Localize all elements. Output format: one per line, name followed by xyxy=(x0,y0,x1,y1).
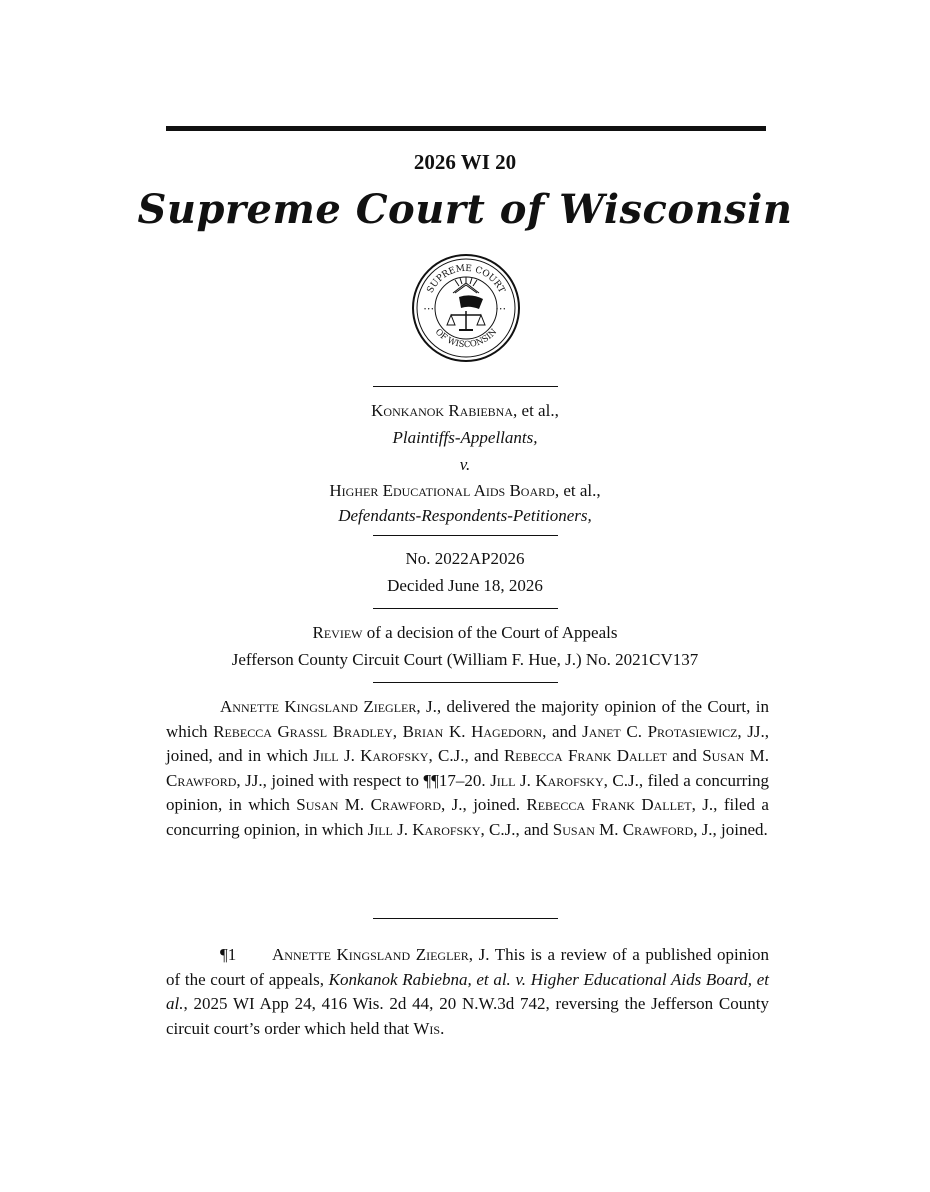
opinion-text: , J. This is a review of a published opinion of the court of appeals, xyxy=(166,945,769,989)
defendant-line xyxy=(0,478,930,504)
justice-name: Susan M. Crawford xyxy=(296,795,441,814)
opinion-summary xyxy=(166,695,769,842)
plaintiff-suffix: , et al., xyxy=(513,401,559,420)
divider xyxy=(373,682,558,683)
justice-name: Rebecca Grassl Bradley xyxy=(213,721,393,741)
summary-text: , J., joined. xyxy=(693,819,768,839)
summary-text: , J., delivered the majority opinion of the Court, in which xyxy=(166,697,769,741)
justice-name: Jill J. Karofsky xyxy=(313,746,429,765)
decided-date: Decided June 18, 2026 xyxy=(387,576,543,595)
plaintiff-role: Plaintiffs-Appellants, xyxy=(392,428,538,447)
justice-name: Janet C. Protasiewicz xyxy=(582,721,738,741)
plaintiff-name: Konkanok Rabiebna xyxy=(371,401,514,420)
summary-text: , xyxy=(392,721,403,741)
summary-text: , JJ., joined, and in which xyxy=(166,721,770,765)
justice-name: Annette Kingsland Ziegler xyxy=(220,697,417,716)
plaintiff-line xyxy=(0,398,930,424)
defendant-name: Higher Educational Aids Board xyxy=(329,481,555,500)
opinion-text: , 2025 WI App 24, 416 Wis. 2d 44, 20 N.W.3d 742, reversing the Jefferson County circuit court’s order which held that xyxy=(166,994,769,1038)
review-rest: of a decision of the Court of Appeals xyxy=(362,623,618,642)
seal-top-text: SUPREME COURT xyxy=(425,263,507,295)
summary-text: , J., joined. xyxy=(440,795,527,814)
summary-text: , and xyxy=(542,721,583,741)
opinion-paragraph-1 xyxy=(166,943,769,1041)
justice-name: Susan M. Crawford xyxy=(166,746,770,790)
divider xyxy=(373,535,558,536)
court-seal-icon xyxy=(411,253,521,363)
paragraph-mark: ¶1 xyxy=(220,945,237,964)
summary-text: , J., filed a concurring opinion, in which xyxy=(166,795,769,839)
seal-bottom-text: OF WISCONSIN xyxy=(432,327,500,351)
summary-text: , C.J., filed a concurring opinion, in which xyxy=(166,770,769,814)
defendant-suffix: , et al., xyxy=(554,481,601,500)
justice-name: Rebecca Frank Dallet xyxy=(503,746,667,765)
defendant-role: Defendants-Respondents-Petitioners, xyxy=(338,506,592,525)
statute-abbrev: Wis. xyxy=(413,1018,445,1038)
author-name: Annette Kingsland Ziegler xyxy=(272,945,469,964)
justice-name: Rebecca Frank Dallet xyxy=(526,795,692,814)
summary-text: , C.J., and xyxy=(480,819,553,839)
review-word: Review xyxy=(312,623,363,642)
top-rule xyxy=(166,126,766,131)
svg-text:• • •: • • • xyxy=(496,307,506,313)
divider xyxy=(373,918,558,919)
justice-name: Jill J. Karofsky xyxy=(490,770,604,790)
divider xyxy=(373,608,558,609)
justice-name: Jill J. Karofsky xyxy=(367,819,481,839)
citation: 2026 WI 20 xyxy=(413,150,517,174)
summary-text: and xyxy=(666,746,703,765)
justice-name: Susan M. Crawford xyxy=(552,819,694,839)
divider xyxy=(373,386,558,387)
court-name: Supreme Court of Wisconsin xyxy=(137,186,793,233)
lower-court-line: Jefferson County Circuit Court (William F. Hue, J.) No. 2021CV137 xyxy=(231,650,699,669)
case-number: No. 2022AP2026 xyxy=(405,549,525,568)
case-name: Konkanok Rabiebna, et al. v. Higher Educational Aids Board, et al. xyxy=(166,969,770,1013)
svg-text:• • •: • • • xyxy=(424,307,434,313)
summary-text: , JJ., joined with respect to ¶¶17–20. xyxy=(236,770,491,790)
review-line xyxy=(0,620,930,646)
summary-text: , C.J., and xyxy=(428,746,504,765)
justice-name: Brian K. Hagedorn xyxy=(402,721,543,741)
versus: v. xyxy=(459,455,471,474)
